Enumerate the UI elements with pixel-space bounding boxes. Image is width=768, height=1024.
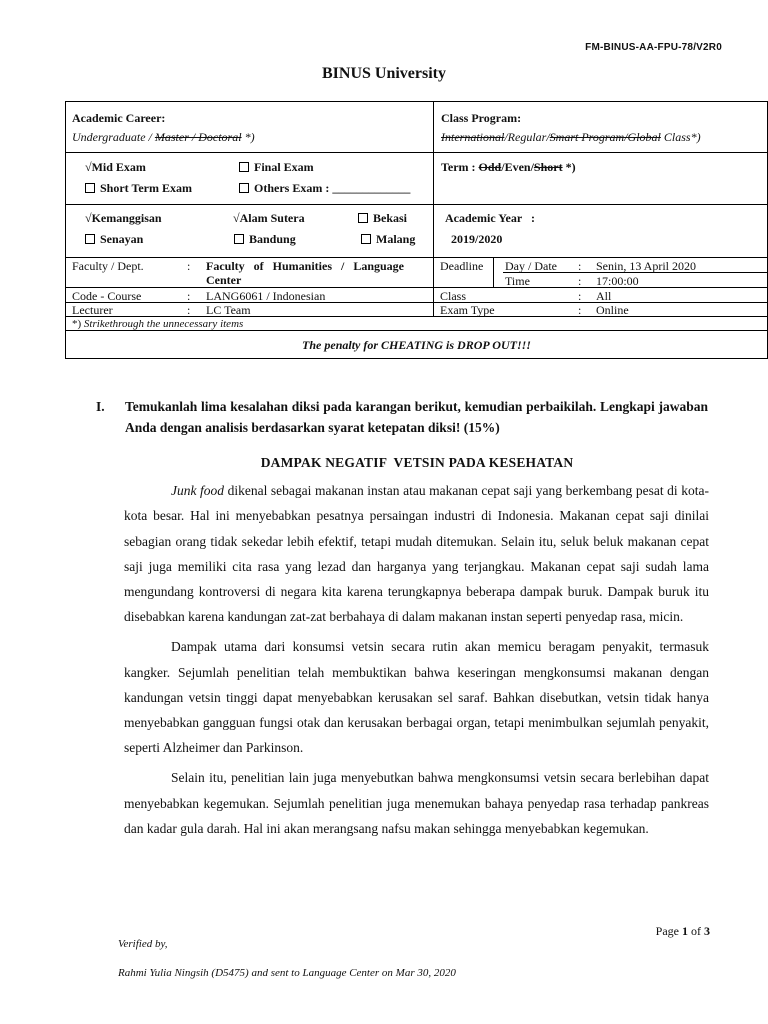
row-divider — [65, 204, 768, 205]
verifier-note: Rahmi Yulia Ningsih (D5475) and sent to Language Center on Mar 30, 2020 — [118, 967, 456, 979]
essay-body — [124, 478, 709, 846]
question-number: I. — [96, 399, 105, 414]
cheating-penalty: The penalty for CHEATING is DROP OUT!!! — [302, 338, 531, 352]
faculty-colon: : — [187, 259, 191, 273]
others-exam-option: Others Exam : _____________ — [239, 181, 410, 195]
check-mark-icon: √ — [85, 160, 92, 174]
strikethrough-note: *) Strikethrough the unnecessary items — [72, 318, 244, 330]
time-value: 17:00:00 — [596, 274, 639, 288]
column-divider — [493, 257, 494, 287]
essay-title: DAMPAK NEGATIF VETSIN PADA KESEHATAN — [260, 455, 574, 470]
campus-bekasi: Bekasi — [358, 211, 407, 225]
verified-by: Verified by, — [118, 938, 168, 950]
campus-malang: Malang — [361, 232, 415, 246]
code-value: LANG6061 / Indonesian — [206, 289, 326, 303]
exam-type-colon: : — [578, 303, 582, 317]
class-colon: : — [578, 289, 582, 303]
page-number: Page 1 of 3 — [655, 924, 710, 938]
academic-career-label: Academic Career: — [72, 111, 166, 125]
day-date-label: Day / Date — [505, 259, 557, 273]
checkbox-icon — [85, 183, 95, 193]
checkbox-icon — [234, 234, 244, 244]
campus-senayan: Senayan — [85, 232, 143, 246]
row-divider — [65, 287, 768, 288]
checkbox-icon — [358, 213, 368, 223]
checkbox-icon — [239, 183, 249, 193]
check-mark-icon: √ — [233, 211, 240, 225]
academic-career-value: Undergraduate / Master / Doctoral *) — [72, 130, 255, 144]
exam-type-value: Online — [596, 303, 629, 317]
row-divider — [65, 257, 768, 258]
term-value: Term : Odd/Even/Short *) — [441, 160, 576, 174]
checkbox-icon — [239, 162, 249, 172]
row-divider — [65, 302, 768, 303]
day-date-colon: : — [578, 259, 582, 273]
question-text: Temukanlah lima kesalahan diksi pada karangan berikut, kemudian perbaikilah. Lengkapi jawaban Anda dengan analisis berdasarkan syarat ketepatan diksi! (15%) — [125, 399, 708, 435]
class-program-value: International/Regular/Smart Program/Global Class*) — [441, 130, 701, 144]
exam-type-label: Exam Type — [440, 303, 495, 317]
row-divider — [65, 152, 768, 153]
day-date-value: Senin, 13 April 2020 — [596, 259, 697, 273]
lecturer-label: Lecturer — [72, 303, 113, 317]
column-divider — [433, 101, 434, 316]
final-exam-option: Final Exam — [239, 160, 314, 174]
class-value: All — [596, 289, 612, 303]
lecturer-value: LC Team — [206, 303, 251, 317]
time-label: Time — [505, 274, 530, 288]
checkbox-icon — [85, 234, 95, 244]
form-code: FM-BINUS-AA-FPU-78/V2R0 — [585, 42, 722, 53]
class-label: Class — [440, 289, 467, 303]
class-program-label: Class Program: — [441, 111, 522, 125]
lecturer-colon: : — [187, 303, 191, 317]
short-term-exam-option: Short Term Exam — [85, 181, 192, 195]
mid-exam-option: √Mid Exam — [85, 160, 146, 174]
check-mark-icon: √ — [85, 211, 92, 225]
university-title: BINUS University — [321, 65, 446, 82]
checkbox-icon — [361, 234, 371, 244]
faculty-label: Faculty / Dept. — [72, 259, 144, 273]
academic-year-label: Academic Year : — [445, 211, 535, 225]
academic-year-value: 2019/2020 — [451, 232, 503, 246]
time-colon: : — [578, 274, 582, 288]
essay-paragraph: Dampak utama dari konsumsi vetsin secara rutin akan memicu beragam penyakit, termasuk kangker. Sejumlah penelitian telah membuktikan bahwa keseringan mengkonsumsi makanan dengan kandungan vetsin tinggi dapat menyebabkan kerusakan sel saraf. Bahkan disebutkan, vetsin tidak hanya menyebabkan gangguan fungsi otak dan kerusakan berbagai organ, tetapi menimbulkan sejumlah penyakit, seperti Alzheimer dan Parkinson. — [124, 639, 709, 756]
essay-paragraph: Junk food dikenal sebagai makanan instan atau makanan cepat saji yang berkembang pesat di kota-kota besar. Hal ini menyebabkan pesatnya persaingan industri di Indonesia. Makanan cepat saji dinilai sebagian orang tidak sekedar lebih efektif, tetapi mudah ditemukan. Selain itu, seluk beluk makanan cepat saji juga memiliki cita rasa yang lezad dan harganya yang terjangkau. Makanan cepat saji sudah lama mengundang kontroversi di negara kita karena terungkapnya beberapa dampak buruk. Dampak buruk itu disebabkan karena kandungan zat-zat berbahaya di dalam makanan instan seperti penyedap rasa, micin. — [124, 483, 709, 625]
code-label: Code - Course — [72, 289, 142, 303]
campus-alam-sutera: √Alam Sutera — [233, 211, 305, 225]
campus-bandung: Bandung — [234, 232, 296, 246]
faculty-value-line1: Faculty of Humanities / Language — [206, 259, 405, 273]
code-colon: : — [187, 289, 191, 303]
exam-header-table — [65, 101, 768, 359]
deadline-label: Deadline — [440, 259, 484, 273]
faculty-value-line2: Center — [206, 273, 242, 287]
essay-paragraph: Selain itu, penelitian lain juga menyebutkan bahwa mengkonsumsi vetsin secara berlebihan dapat menyebabkan kegemukan. Sejumlah penelitian juga menemukan bahaya penyedap rasa terhadap pankreas dan kadar gula darah. Hal ini akan merangsang nafsu makan sehingga menyebabkan kegemukan. — [124, 770, 709, 836]
campus-kemanggisan: √Kemanggisan — [85, 211, 162, 225]
